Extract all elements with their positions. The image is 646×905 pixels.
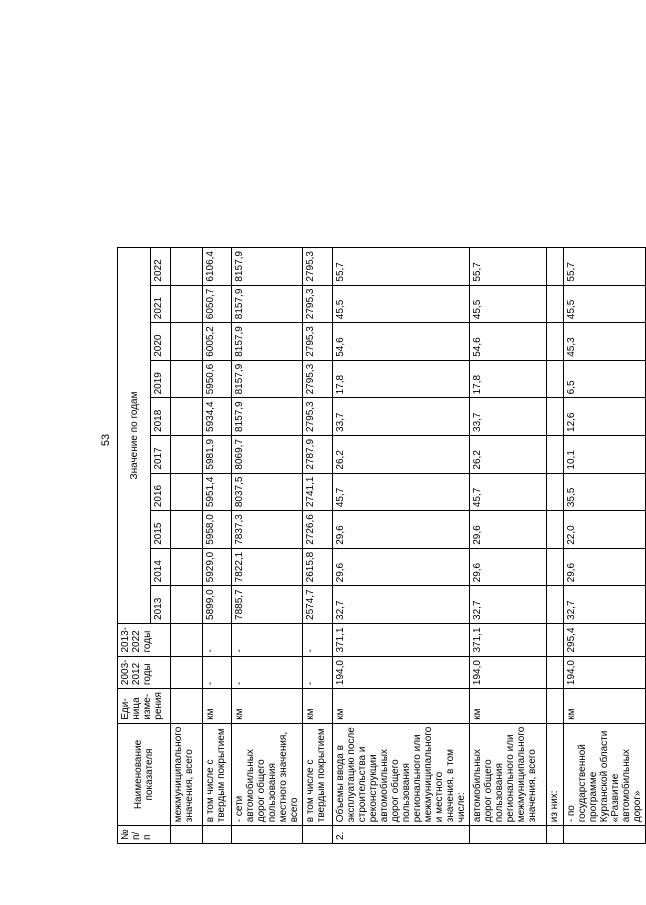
row-year-value-cell: 33,7 <box>470 398 547 436</box>
table-row <box>564 248 646 844</box>
row-year-value-cell <box>547 360 564 398</box>
row-year-value-cell: 6106,4 <box>203 248 232 286</box>
row-unit-cell <box>171 689 203 724</box>
row-year-value-cell: 10,1 <box>564 435 646 473</box>
row-2013-2022-cell: 371,1 <box>333 623 470 656</box>
header-year: 2019 <box>151 360 171 398</box>
row-year-value-cell <box>171 473 203 511</box>
row-year-value-cell: 54,6 <box>333 323 470 361</box>
row-year-value-cell: 7837,3 <box>232 511 303 549</box>
row-year-value-cell: 29,6 <box>470 511 547 549</box>
table-row <box>171 248 203 844</box>
row-year-value-cell: 29,6 <box>470 548 547 586</box>
header-values-group: Значение по годам <box>118 248 151 624</box>
row-year-value-cell: 55,7 <box>564 248 646 286</box>
row-year-value-cell: 45,5 <box>470 285 547 323</box>
header-name: Наименование показателя <box>118 723 171 826</box>
row-year-value-cell: 8157,9 <box>232 360 303 398</box>
indicators-table <box>117 247 646 844</box>
row-year-value-cell <box>547 473 564 511</box>
row-year-value-cell: 2795,3 <box>303 323 333 361</box>
row-num-cell <box>171 826 203 844</box>
row-unit-cell <box>547 689 564 724</box>
row-year-value-cell: 45,7 <box>470 473 547 511</box>
header-year: 2014 <box>151 548 171 586</box>
row-year-value-cell: 29,6 <box>333 511 470 549</box>
header-year: 2018 <box>151 398 171 436</box>
row-2003-2012-cell: - <box>203 656 232 689</box>
row-year-value-cell: 2615,8 <box>303 548 333 586</box>
row-year-value-cell <box>171 248 203 286</box>
row-num-cell <box>564 826 646 844</box>
row-num-cell <box>232 826 303 844</box>
row-name-cell: автомобильных дорог общего пользования регионального или межмуниципального значения, всего <box>470 723 547 826</box>
row-unit-cell: км <box>203 689 232 724</box>
row-year-value-cell: 29,6 <box>333 548 470 586</box>
row-year-value-cell <box>547 435 564 473</box>
row-num-cell: 2. <box>333 826 470 844</box>
row-year-value-cell: 5950,6 <box>203 360 232 398</box>
row-year-value-cell: 5929,0 <box>203 548 232 586</box>
row-unit-cell: км <box>470 689 547 724</box>
row-year-value-cell: 26,2 <box>333 435 470 473</box>
row-year-value-cell: 5981,9 <box>203 435 232 473</box>
row-year-value-cell: 45,5 <box>333 285 470 323</box>
row-year-value-cell: 2787,9 <box>303 435 333 473</box>
row-year-value-cell: 2741,1 <box>303 473 333 511</box>
row-year-value-cell: 8157,9 <box>232 285 303 323</box>
row-num-cell <box>547 826 564 844</box>
row-year-value-cell: 29,6 <box>564 548 646 586</box>
row-year-value-cell: 26,2 <box>470 435 547 473</box>
row-year-value-cell: 12,6 <box>564 398 646 436</box>
row-year-value-cell <box>171 285 203 323</box>
row-year-value-cell: 8157,9 <box>232 248 303 286</box>
header-year: 2022 <box>151 248 171 286</box>
row-year-value-cell <box>171 398 203 436</box>
row-year-value-cell <box>547 323 564 361</box>
row-year-value-cell: 54,6 <box>470 323 547 361</box>
row-2003-2012-cell <box>547 656 564 689</box>
row-unit-cell: км <box>303 689 333 724</box>
row-year-value-cell: 32,7 <box>564 586 646 624</box>
header-unit: Еди-ница изме-рения <box>118 689 171 724</box>
row-unit-cell: км <box>333 689 470 724</box>
row-2003-2012-cell: - <box>303 656 333 689</box>
row-year-value-cell <box>547 398 564 436</box>
header-2013-2022: 2013-2022 годы <box>118 623 171 656</box>
row-2003-2012-cell: 194,0 <box>564 656 646 689</box>
row-year-value-cell: 2726,6 <box>303 511 333 549</box>
header-year: 2017 <box>151 435 171 473</box>
row-year-value-cell: 6,5 <box>564 360 646 398</box>
row-year-value-cell <box>171 323 203 361</box>
row-year-value-cell <box>171 360 203 398</box>
row-year-value-cell: 32,7 <box>470 586 547 624</box>
header-year: 2020 <box>151 323 171 361</box>
table-row <box>303 248 333 844</box>
table-row <box>470 248 547 844</box>
row-num-cell <box>303 826 333 844</box>
row-year-value-cell: 17,8 <box>333 360 470 398</box>
row-year-value-cell: 17,8 <box>470 360 547 398</box>
header-year: 2013 <box>151 586 171 624</box>
row-2013-2022-cell <box>171 623 203 656</box>
row-year-value-cell <box>547 285 564 323</box>
header-num: № п/п <box>118 826 171 844</box>
row-name-cell: межмуниципального значения, всего <box>171 723 203 826</box>
row-year-value-cell: 55,7 <box>470 248 547 286</box>
row-year-value-cell <box>547 548 564 586</box>
row-year-value-cell: 6005,2 <box>203 323 232 361</box>
row-name-cell: в том числе с твердым покрытием <box>303 723 333 826</box>
row-unit-cell: км <box>232 689 303 724</box>
row-year-value-cell: 8069,7 <box>232 435 303 473</box>
row-name-cell: - сети автомобильных дорог общего пользования местного значения, всего <box>232 723 303 826</box>
row-year-value-cell <box>171 435 203 473</box>
row-year-value-cell: 8037,5 <box>232 473 303 511</box>
row-2003-2012-cell <box>171 656 203 689</box>
row-year-value-cell <box>171 511 203 549</box>
row-year-value-cell: 45,7 <box>333 473 470 511</box>
row-2013-2022-cell: - <box>232 623 303 656</box>
row-2013-2022-cell: - <box>203 623 232 656</box>
table-row <box>333 248 470 844</box>
row-2003-2012-cell: - <box>232 656 303 689</box>
row-2013-2022-cell: - <box>303 623 333 656</box>
row-year-value-cell: 8157,9 <box>232 323 303 361</box>
row-name-cell: из них: <box>547 723 564 826</box>
page-number: 53 <box>100 433 112 447</box>
row-unit-cell: км <box>564 689 646 724</box>
row-2003-2012-cell: 194,0 <box>333 656 470 689</box>
row-year-value-cell <box>171 548 203 586</box>
row-2013-2022-cell: 295,4 <box>564 623 646 656</box>
row-year-value-cell: 2795,3 <box>303 248 333 286</box>
row-year-value-cell <box>171 586 203 624</box>
table-row <box>547 248 564 844</box>
row-year-value-cell: 2795,3 <box>303 285 333 323</box>
row-2013-2022-cell <box>547 623 564 656</box>
row-year-value-cell: 5899,0 <box>203 586 232 624</box>
row-2003-2012-cell: 194,0 <box>470 656 547 689</box>
row-name-cell: Объемы ввода в эксплуатацию после строительства и реконструкции автомобильных дорог общего пользования регионального или межмуниципального и местного значения, в том числе: <box>333 723 470 826</box>
row-num-cell <box>470 826 547 844</box>
row-year-value-cell: 2795,3 <box>303 360 333 398</box>
row-year-value-cell: 45,5 <box>564 285 646 323</box>
row-year-value-cell <box>547 586 564 624</box>
row-year-value-cell: 8157,9 <box>232 398 303 436</box>
row-year-value-cell: 7822,1 <box>232 548 303 586</box>
row-year-value-cell: 6050,7 <box>203 285 232 323</box>
header-year: 2015 <box>151 511 171 549</box>
row-name-cell: в том числе с твердым покрытием <box>203 723 232 826</box>
table-row <box>203 248 232 844</box>
header-year: 2016 <box>151 473 171 511</box>
row-year-value-cell <box>547 511 564 549</box>
row-year-value-cell: 2795,3 <box>303 398 333 436</box>
row-num-cell <box>203 826 232 844</box>
header-year: 2021 <box>151 285 171 323</box>
row-year-value-cell <box>547 248 564 286</box>
row-year-value-cell: 35,5 <box>564 473 646 511</box>
row-year-value-cell: 45,3 <box>564 323 646 361</box>
row-name-cell: - по государственной программе Курганской области «Развитие автомобильных дорог» <box>564 723 646 826</box>
row-year-value-cell: 32,7 <box>333 586 470 624</box>
row-year-value-cell: 33,7 <box>333 398 470 436</box>
row-year-value-cell: 7885,7 <box>232 586 303 624</box>
row-year-value-cell: 55,7 <box>333 248 470 286</box>
row-year-value-cell: 5951,4 <box>203 473 232 511</box>
header-2003-2012: 2003-2012 годы <box>118 656 171 689</box>
row-year-value-cell: 2574,7 <box>303 586 333 624</box>
row-2013-2022-cell: 371,1 <box>470 623 547 656</box>
row-year-value-cell: 5958,0 <box>203 511 232 549</box>
row-year-value-cell: 22,0 <box>564 511 646 549</box>
table-row <box>232 248 303 844</box>
row-year-value-cell: 5934,4 <box>203 398 232 436</box>
